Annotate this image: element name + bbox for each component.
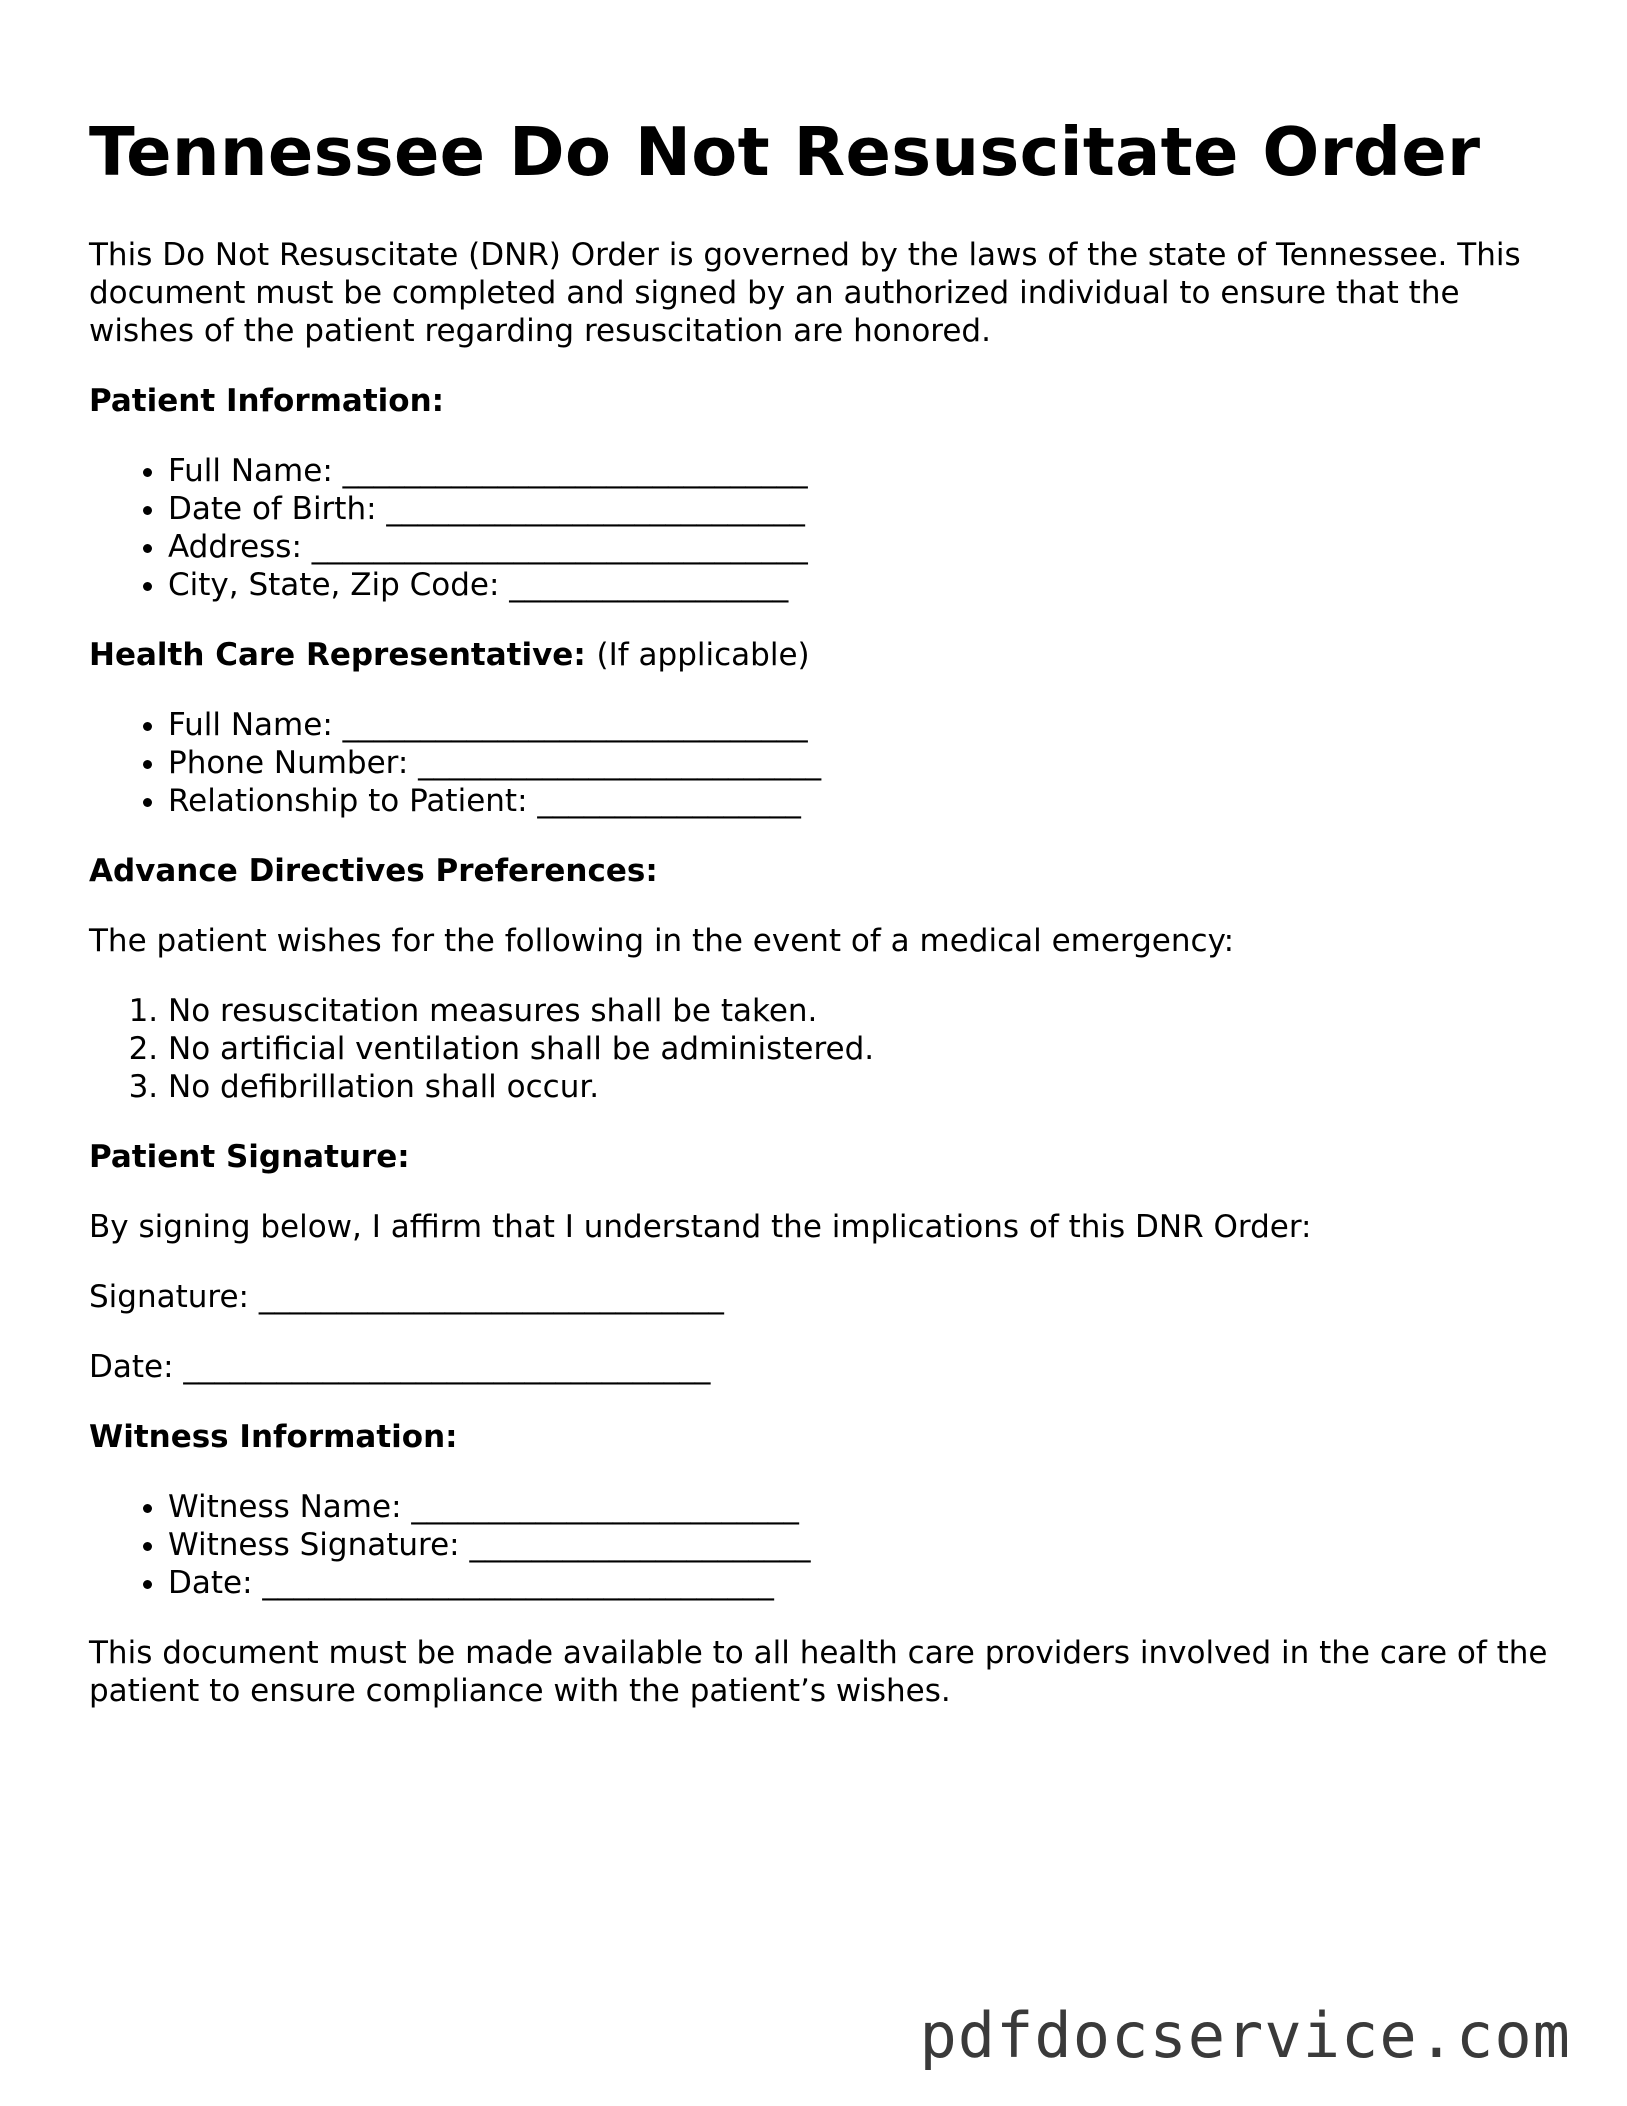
witness-heading: Witness Information: (89, 1419, 458, 1455)
witness-signature-field[interactable]: • Witness Signature: ______________________ (168, 1526, 1549, 1564)
representative-list (89, 706, 1549, 820)
directive-item: 1. No resuscitation measures shall be taken. (168, 992, 1549, 1030)
directive-item: 2. No artificial ventilation shall be administered. (168, 1030, 1549, 1068)
patient-info-heading: Patient Information: (89, 383, 445, 419)
witness-list (89, 1488, 1549, 1602)
patient-full-name-field[interactable]: • Full Name: ______________________________ (168, 452, 1549, 490)
representative-heading (89, 636, 1549, 674)
representative-heading-label: Health Care Representative: (89, 637, 586, 673)
representative-full-name-field[interactable]: • Full Name: ______________________________ (168, 706, 1549, 744)
patient-info-list (89, 452, 1549, 604)
representative-relationship-field[interactable]: • Relationship to Patient: _________________ (168, 782, 1549, 820)
witness-name-field[interactable]: • Witness Name: _________________________ (168, 1488, 1549, 1526)
representative-phone-field[interactable]: • Phone Number: __________________________ (168, 744, 1549, 782)
intro-paragraph: This Do Not Resuscitate (DNR) Order is governed by the laws of the state of Tennessee. This document must be completed and signed by an authorized individual to ensure that the wishes of the patient regarding resuscitation are honored. (89, 237, 1521, 349)
patient-signature-field[interactable]: Signature: ______________________________ (89, 1279, 724, 1315)
document-title: Tennessee Do Not Resuscitate Order (89, 113, 1481, 191)
witness-date-field[interactable]: • Date: _________________________________ (168, 1564, 1549, 1602)
patient-signature-heading: Patient Signature: (89, 1139, 410, 1175)
watermark-text: pdfdocservice.com (919, 1999, 1571, 2072)
advance-directives-heading: Advance Directives Preferences: (89, 853, 658, 889)
document-page (89, 110, 1549, 1710)
directive-item: 3. No defibrillation shall occur. (168, 1068, 1549, 1106)
representative-note: (If applicable) (596, 637, 810, 673)
patient-dob-field[interactable]: • Date of Birth: ___________________________ (168, 490, 1549, 528)
advance-directives-list (89, 992, 1549, 1106)
advance-directives-lead: The patient wishes for the following in the event of a medical emergency: (89, 923, 1235, 959)
patient-signature-date-field[interactable]: Date: __________________________________ (89, 1349, 711, 1385)
patient-signature-lead: By signing below, I affirm that I understand the implications of this DNR Order: (89, 1209, 1312, 1245)
patient-city-state-zip-field[interactable]: • City, State, Zip Code: __________________ (168, 566, 1549, 604)
closing-paragraph: This document must be made available to all health care providers involved in the care of the patient to ensure compliance with the patient’s wishes. (89, 1635, 1548, 1709)
patient-address-field[interactable]: • Address: ________________________________ (168, 528, 1549, 566)
